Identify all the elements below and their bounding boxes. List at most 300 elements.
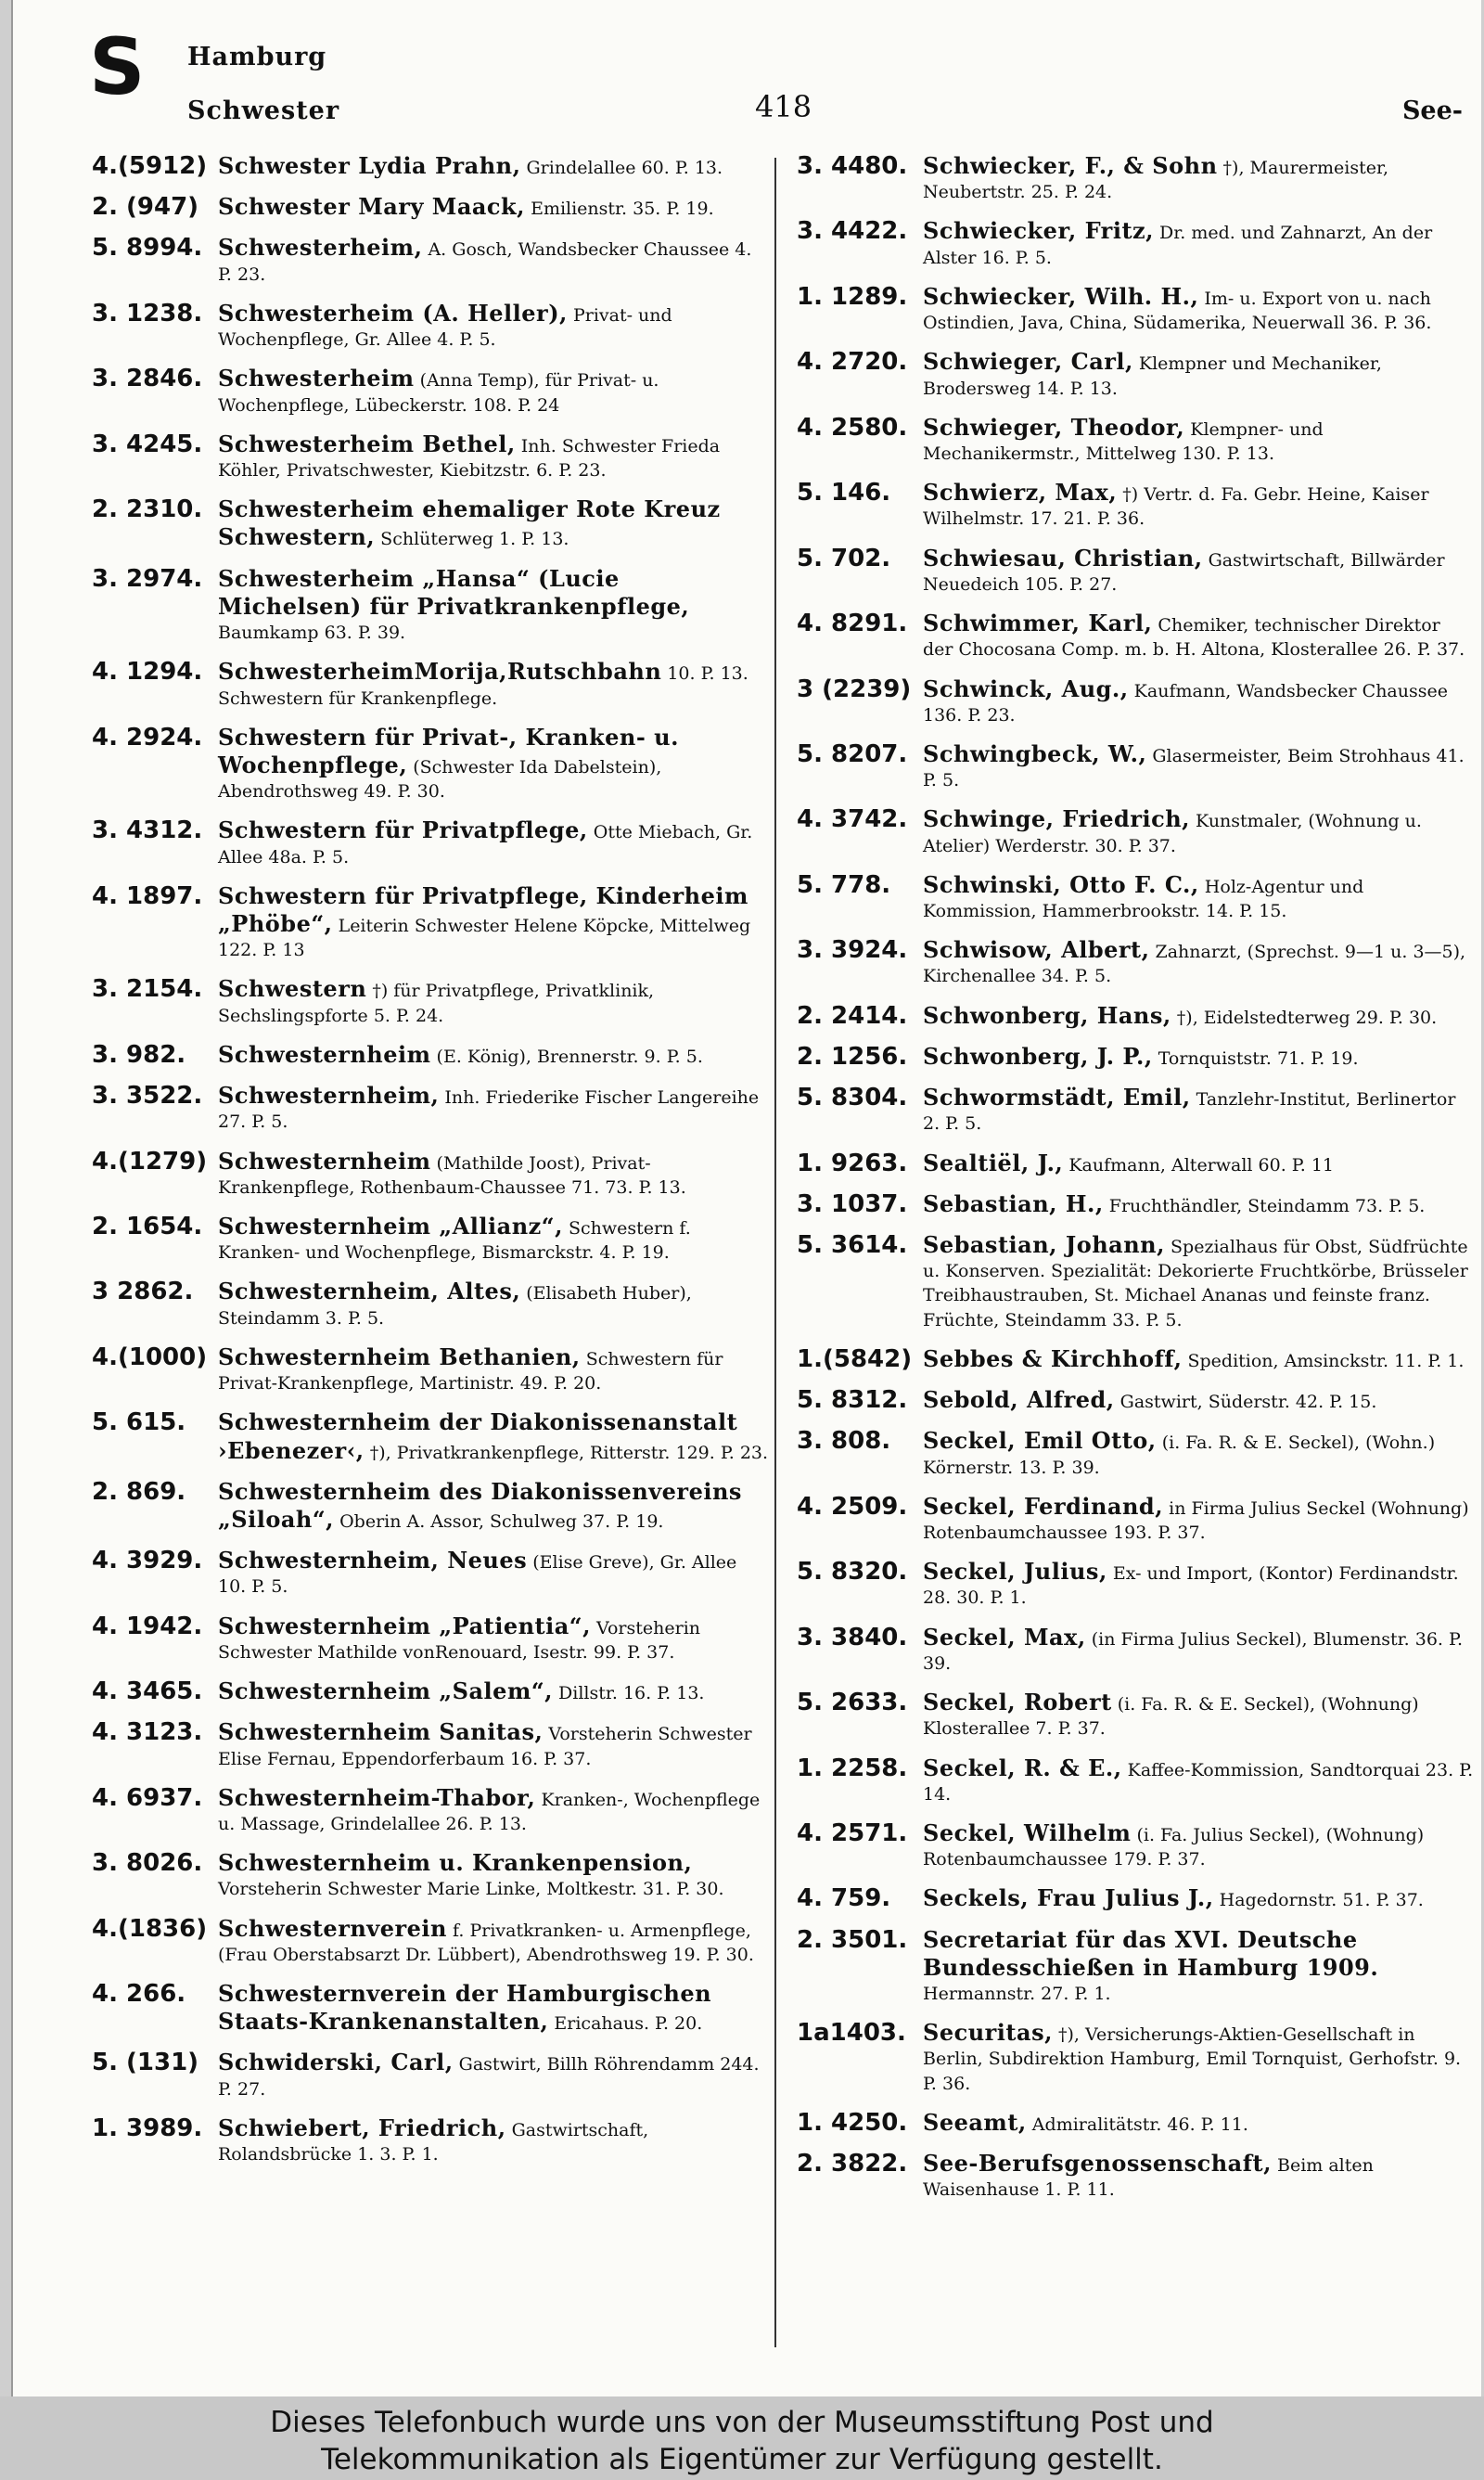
- phone-number: 4.(1279): [92, 1147, 208, 1176]
- phone-number: 3. 3522.: [92, 1082, 203, 1111]
- entry-text: [923, 1624, 1474, 1676]
- entry-name: Securitas,: [923, 2019, 1053, 2047]
- entry-text: [923, 414, 1474, 466]
- entry-name: Seckel, Emil Otto,: [923, 1427, 1157, 1455]
- running-head: Schwester: [187, 96, 340, 125]
- entry-details: (Elisabeth Huber), Steindamm 3. P. 5.: [218, 1283, 692, 1329]
- directory-entry: [92, 816, 769, 868]
- directory-entry: [92, 365, 769, 417]
- directory-entry: [92, 1278, 769, 1330]
- directory-entry: [797, 936, 1474, 988]
- directory-entry: [797, 414, 1474, 466]
- entry-details: Tanzlehr-Institut, Berlinertor 2. P. 5.: [923, 1089, 1456, 1135]
- entry-name: Schwester Lydia Prahn,: [218, 152, 521, 179]
- phone-number: 4. 2720.: [797, 348, 908, 377]
- directory-entry: [797, 1624, 1474, 1676]
- entry-details: Hermannstr. 27. P. 1.: [923, 1984, 1111, 2005]
- entry-text: [218, 1408, 769, 1464]
- entry-name: Schwesternverein der Hamburgischen Staats-Krankenanstalten,: [218, 1980, 712, 2036]
- directory-entry: [797, 1150, 1474, 1177]
- directory-entry: [797, 1926, 1474, 2007]
- entry-details: (Mathilde Joost), Privat-Krankenpflege, Rothenbaum-Chaussee 71. 73. P. 13.: [218, 1152, 686, 1198]
- directory-entry: [797, 1084, 1474, 1136]
- entry-name: Schwinski, Otto F. C.,: [923, 870, 1199, 898]
- entry-details: Inh. Schwester Frieda Köhler, Privatschwester, Kiebitzstr. 6. P. 23.: [218, 435, 721, 481]
- directory-entry: [92, 1915, 769, 1967]
- phone-number: 4. 2571.: [797, 1818, 908, 1847]
- directory-entry: [92, 495, 769, 551]
- entry-name: Seckel, Julius,: [923, 1558, 1107, 1586]
- phone-number: 4. 2924.: [92, 723, 203, 752]
- directory-entry: [92, 2114, 769, 2166]
- directory-entry: [92, 1849, 769, 1901]
- directory-entry: [797, 805, 1474, 857]
- directory-entry: [92, 1718, 769, 1770]
- directory-entry: [797, 283, 1474, 335]
- entry-name: Schwingbeck, W.,: [923, 739, 1147, 767]
- directory-entry: [797, 1002, 1474, 1030]
- phone-number: 3. 2846.: [92, 365, 203, 393]
- footer-line-2: Telekommunikation als Eigentümer zur Verfügung gestellt.: [321, 2443, 1163, 2477]
- entry-details: Grindelallee 60. P. 13.: [520, 158, 723, 178]
- entry-name: Schwinge, Friedrich,: [923, 805, 1190, 833]
- entry-text: [923, 936, 1474, 988]
- phone-number: 1a1403.: [797, 2019, 906, 2048]
- directory-entry: [797, 217, 1474, 269]
- column-divider: [774, 158, 776, 2347]
- entry-text: [923, 2019, 1474, 2096]
- phone-number: 3. 1037.: [797, 1189, 908, 1218]
- entry-name: Schwonberg, Hans,: [923, 1001, 1171, 1029]
- directory-entry: [797, 871, 1474, 923]
- entry-name: Sebastian, Johann,: [923, 1231, 1165, 1258]
- entry-text: [218, 1278, 769, 1330]
- phone-number: 3. 4312.: [92, 816, 203, 845]
- directory-entry: [92, 1213, 769, 1265]
- entry-details: Glasermeister, Beim Strohhaus 41. P. 5.: [923, 745, 1465, 791]
- entry-details: Dr. med. und Zahnarzt, An der Alster 16. P. 5.: [923, 223, 1433, 268]
- phone-number: 4. 2580.: [797, 413, 908, 442]
- entry-details: Gastwirt, Süderstr. 42. P. 15.: [1114, 1392, 1377, 1413]
- entry-name: Schwestern für Privat-, Kranken- u. Wochenpflege,: [218, 723, 679, 778]
- phone-number: 2. 3501.: [797, 1925, 908, 1954]
- phone-number: 1.(5842): [797, 1344, 913, 1373]
- directory-entry: [797, 1231, 1474, 1332]
- entry-details: Dillstr. 16. P. 13.: [553, 1683, 705, 1704]
- entry-details: Im- u. Export von u. nach Ostindien, Java, China, Südamerika, Neuerwall 36. P. 36.: [923, 288, 1432, 334]
- directory-entry: [797, 1689, 1474, 1741]
- entry-details: Spedition, Amsinckstr. 11. P. 1.: [1182, 1350, 1465, 1371]
- entry-text: [218, 882, 769, 963]
- entry-details: †) Vertr. d. Fa. Gebr. Heine, Kaiser Wilhelmstr. 17. 21. P. 36.: [923, 484, 1429, 530]
- phone-number: 3. 4245.: [92, 430, 203, 458]
- entry-text: [218, 1677, 769, 1705]
- directory-entry: [797, 1493, 1474, 1545]
- entry-text: [218, 1213, 769, 1265]
- entry-name: Schwiecker, F., & Sohn: [923, 152, 1218, 179]
- entry-text: [218, 365, 769, 417]
- phone-number: 3. 8026.: [92, 1849, 203, 1878]
- entry-text: [218, 1478, 769, 1534]
- phone-number: 2. 2414.: [797, 1001, 908, 1030]
- phone-number: 3. 808.: [797, 1427, 891, 1456]
- entry-name: Schwesterheim Bethel,: [218, 430, 516, 457]
- entry-name: Sebold, Alfred,: [923, 1386, 1115, 1414]
- phone-number: 5. 8320.: [797, 1558, 908, 1587]
- phone-number: 4.(5912): [92, 152, 208, 180]
- entry-details: Ericahaus. P. 20.: [548, 2013, 703, 2035]
- entry-text: [218, 1041, 769, 1069]
- directory-entry: [797, 152, 1474, 204]
- entry-name: Seckels, Frau Julius J.,: [923, 1884, 1214, 1912]
- entry-name: Schwesternheim u. Krankenpension,: [218, 1849, 693, 1877]
- phone-number: 3. 3924.: [797, 936, 908, 965]
- entry-text: [218, 234, 769, 286]
- directory-page: [11, 0, 1481, 2396]
- entry-text: [923, 1427, 1474, 1479]
- phone-number: 4. 8291.: [797, 610, 908, 638]
- entry-name: Schwesternheim-Thabor,: [218, 1783, 536, 1811]
- entry-name: Schwiesau, Christian,: [923, 544, 1203, 572]
- entry-name: Schwonberg, J. P.,: [923, 1042, 1153, 1070]
- entry-details: Chemiker, technischer Direktor der Chocosana Comp. m. b. H. Altona, Klosterallee 26. P. 37.: [923, 615, 1465, 661]
- entry-details: 10. P. 13. Schwestern für Krankenpflege.: [218, 663, 748, 709]
- directory-entry: [92, 300, 769, 352]
- entry-text: [218, 1915, 769, 1967]
- entry-text: [923, 1190, 1474, 1218]
- directory-entry: [797, 348, 1474, 400]
- directory-entry: [92, 1677, 769, 1705]
- entry-text: [218, 658, 769, 710]
- entry-text: [923, 1386, 1474, 1414]
- entry-details: Otte Miebach, Gr. Allee 48a. P. 5.: [218, 822, 753, 867]
- entry-name: Seckel, Robert: [923, 1689, 1112, 1716]
- entry-details: Emilienstr. 35. P. 19.: [525, 199, 714, 220]
- phone-number: 4. 1294.: [92, 658, 203, 687]
- phone-number: 3. 982.: [92, 1040, 186, 1069]
- entry-name: Schwesternheim „Allianz“,: [218, 1213, 563, 1240]
- left-column: [92, 152, 769, 2179]
- entry-name: Schwesterheim: [218, 365, 415, 392]
- right-column: [797, 152, 1474, 2216]
- directory-entry: [92, 1343, 769, 1395]
- entry-text: [923, 1493, 1474, 1545]
- entry-details: (in Firma Julius Seckel), Blumenstr. 36. P. 39.: [923, 1628, 1463, 1674]
- directory-entry: [797, 740, 1474, 792]
- entry-name: Schwormstädt, Emil,: [923, 1084, 1191, 1112]
- phone-number: 3. 1238.: [92, 299, 203, 328]
- directory-entry: [797, 2019, 1474, 2096]
- entry-text: [218, 152, 769, 180]
- directory-entry: [797, 2150, 1474, 2202]
- phone-number: 2. 2310.: [92, 495, 203, 524]
- directory-entry: [797, 1884, 1474, 1912]
- entry-text: [218, 1849, 769, 1901]
- entry-details: †), Eidelstedterweg 29. P. 30.: [1171, 1007, 1438, 1028]
- entry-text: [923, 1819, 1474, 1871]
- phone-number: 5. (131): [92, 2049, 199, 2077]
- entry-details: Vorsteherin Schwester Mathilde vonRenouard, Isestr. 99. P. 37.: [218, 1617, 701, 1663]
- entry-details: Schwestern für Privat-Krankenpflege, Martinistr. 49. P. 20.: [218, 1348, 723, 1394]
- phone-number: 5. 2633.: [797, 1689, 908, 1717]
- entry-name: Schwesternverein: [218, 1914, 447, 1942]
- entry-details: Schwestern f. Kranken- und Wochenpflege, Bismarckstr. 4. P. 19.: [218, 1218, 691, 1264]
- entry-details: Admiralitätstr. 46. P. 11.: [1026, 2114, 1248, 2135]
- entry-name: Schwiebert, Friedrich,: [218, 2114, 506, 2141]
- entry-details: †), Privatkrankenpflege, Ritterstr. 129. P. 23.: [364, 1442, 769, 1463]
- phone-number: 4. 6937.: [92, 1783, 203, 1812]
- entry-details: Gastwirt, Billh Röhrendamm 244. P. 27.: [218, 2054, 760, 2100]
- phone-number: 1. 4250.: [797, 2108, 908, 2137]
- entry-details: Ex- und Import, (Kontor) Ferdinandstr. 28. 30. P. 1.: [923, 1563, 1459, 1609]
- directory-entry: [92, 430, 769, 482]
- directory-entry: [797, 545, 1474, 597]
- entry-details: in Firma Julius Seckel (Wohnung) Rotenbaumchaussee 193. P. 37.: [923, 1497, 1469, 1543]
- entry-name: Schwesternheim: [218, 1040, 431, 1068]
- entry-name: Schwester Mary Maack,: [218, 193, 526, 221]
- entry-text: [923, 217, 1474, 269]
- directory-entry: [92, 658, 769, 710]
- entry-text: [218, 1980, 769, 2036]
- entry-name: Schwesternheim „Patientia“,: [218, 1612, 591, 1639]
- entry-text: [218, 816, 769, 868]
- phone-number: 4. 759.: [797, 1884, 891, 1913]
- entry-details: Fruchthändler, Steindamm 73. P. 5.: [1103, 1195, 1426, 1216]
- entry-name: Secretariat für das XVI. Deutsche Bundesschießen in Hamburg 1909.: [923, 1925, 1379, 1981]
- entry-text: [923, 1689, 1474, 1741]
- entry-name: Schwesternheim „Salem“,: [218, 1677, 553, 1705]
- directory-entry: [92, 1613, 769, 1664]
- phone-number: 5. 778.: [797, 870, 891, 899]
- entry-name: Schwesternheim der Diakonissenanstalt ›Ebenezer‹,: [218, 1408, 738, 1464]
- entry-name: Seckel, Max,: [923, 1623, 1086, 1651]
- directory-entry: [797, 1819, 1474, 1871]
- entry-name: Schwimmer, Karl,: [923, 610, 1153, 637]
- page-header: [13, 0, 1481, 148]
- phone-number: 4. 3123.: [92, 1718, 203, 1747]
- entry-name: Sebastian, H.,: [923, 1189, 1104, 1217]
- entry-text: [218, 1784, 769, 1836]
- entry-details: Gastwirtschaft, Billwärder Neuedeich 105. P. 27.: [923, 549, 1445, 595]
- entry-details: Hagedornstr. 51. P. 37.: [1213, 1890, 1424, 1911]
- entry-name: Seeamt,: [923, 2108, 1027, 2136]
- phone-number: 4. 3465.: [92, 1677, 203, 1706]
- phone-number: 5. 702.: [797, 544, 891, 572]
- phone-number: 4.(1836): [92, 1914, 208, 1943]
- entry-text: [923, 1754, 1474, 1806]
- entry-details: (Anna Temp), für Privat- u. Wochenpflege, Lübeckerstr. 108. P. 24: [218, 370, 659, 416]
- entry-name: Schwiderski, Carl,: [218, 2049, 454, 2076]
- entry-text: [923, 348, 1474, 400]
- entry-details: †) für Privatpflege, Privatklinik, Sechslingspforte 5. P. 24.: [218, 981, 655, 1026]
- entry-text: [218, 565, 769, 646]
- footer-line-1: Dieses Telefonbuch wurde uns von der Museumsstiftung Post und: [270, 2406, 1214, 2439]
- entry-details: Holz-Agentur und Kommission, Hammerbrookstr. 14. P. 15.: [923, 876, 1364, 922]
- phone-number: 5. 8304.: [797, 1084, 908, 1112]
- entry-details: (i. Fa. Julius Seckel), (Wohnung) Rotenbaumchaussee 179. P. 37.: [923, 1824, 1425, 1870]
- entry-name: Schwesternheim des Diakonissenvereins „Siloah“,: [218, 1477, 742, 1533]
- entry-text: [218, 1718, 769, 1770]
- entry-name: SchwesterheimMorija,Rutschbahn: [218, 658, 662, 686]
- entry-name: Seckel, Wilhelm: [923, 1818, 1132, 1846]
- entry-text: [923, 1150, 1474, 1177]
- directory-entry: [92, 1547, 769, 1599]
- guide-word: See-: [1401, 96, 1463, 125]
- entry-name: Sebbes & Kirchhoff,: [923, 1344, 1183, 1372]
- entry-text: [218, 300, 769, 352]
- directory-entry: [92, 565, 769, 646]
- entry-details: f. Privatkranken- u. Armenpflege, (Frau Oberstabsarzt Dr. Lübbert), Abendrothsweg 19. P. 30.: [218, 1920, 754, 1965]
- entry-text: [923, 740, 1474, 792]
- directory-entry: [92, 234, 769, 286]
- directory-entry: [797, 1043, 1474, 1071]
- entry-name: Schwesterheim (A. Heller),: [218, 299, 568, 327]
- entry-name: Schwiecker, Fritz,: [923, 217, 1155, 245]
- entry-name: Schwesternheim Sanitas,: [218, 1718, 544, 1746]
- entry-text: [923, 1231, 1474, 1332]
- entry-text: [923, 675, 1474, 727]
- directory-entry: [797, 1386, 1474, 1414]
- phone-number: 5. 8207.: [797, 739, 908, 768]
- entry-name: Schwieger, Carl,: [923, 348, 1133, 376]
- directory-entry: [797, 1558, 1474, 1610]
- entry-text: [923, 1558, 1474, 1610]
- entry-text: [923, 1926, 1474, 2007]
- entry-details: Privat- und Wochenpflege, Gr. Allee 4. P. 5.: [218, 304, 672, 351]
- entry-text: [218, 1343, 769, 1395]
- directory-entry: [797, 479, 1474, 531]
- entry-details: (Elise Greve), Gr. Allee 10. P. 5.: [218, 1552, 737, 1598]
- directory-entry: [92, 1041, 769, 1069]
- entry-text: [923, 1084, 1474, 1136]
- directory-entry: [92, 1408, 769, 1464]
- entry-text: [923, 545, 1474, 597]
- directory-entry: [92, 1148, 769, 1200]
- entry-name: Seckel, Ferdinand,: [923, 1492, 1164, 1520]
- entry-details: Inh. Friederike Fischer Langereihe 27. P. 5.: [218, 1087, 760, 1133]
- entry-details: Kaffee-Kommission, Sandtorquai 23. P. 14.: [923, 1759, 1474, 1805]
- phone-number: 4.(1000): [92, 1343, 208, 1371]
- entry-name: Schwesterheim „Hansa“ (Lucie Michelsen) für Privatkrankenpflege,: [218, 564, 690, 620]
- phone-number: 3. 4480.: [797, 152, 908, 180]
- phone-number: 3. 2154.: [92, 975, 203, 1004]
- directory-entry: [92, 1082, 769, 1134]
- entry-details: Vorsteherin Schwester Marie Linke, Moltkestr. 31. P. 30.: [218, 1879, 724, 1900]
- entry-details: Kunstmaler, (Wohnung u. Atelier) Werderstr. 30. P. 37.: [923, 811, 1422, 856]
- entry-details: Kaufmann, Alterwall 60. P. 11: [1063, 1154, 1334, 1176]
- phone-number: 2. 1256.: [797, 1042, 908, 1071]
- phone-number: 4. 266.: [92, 1980, 186, 2009]
- entry-details: (i. Fa. R. & E. Seckel), (Wohnung) Klosterallee 7. P. 37.: [923, 1694, 1419, 1740]
- entry-details: Leiterin Schwester Helene Köpcke, Mittelweg 122. P. 13: [218, 916, 751, 961]
- entry-text: [923, 2109, 1474, 2137]
- entry-details: Vorsteherin Schwester Elise Fernau, Eppendorferbaum 16. P. 37.: [218, 1724, 752, 1769]
- phone-number: 5. 8312.: [797, 1386, 908, 1415]
- phone-number: 5. 8994.: [92, 234, 203, 263]
- entry-text: [218, 2114, 769, 2166]
- directory-entry: [92, 193, 769, 221]
- phone-number: 1. 9263.: [797, 1149, 908, 1177]
- entry-text: [923, 1043, 1474, 1071]
- entry-text: [218, 1613, 769, 1664]
- phone-number: 4. 3742.: [797, 805, 908, 834]
- directory-entry: [797, 1427, 1474, 1479]
- phone-number: 3 2862.: [92, 1278, 194, 1306]
- entry-text: [923, 1345, 1474, 1373]
- entry-name: Schwestern für Privatpflege, Kinderheim „Phöbe“,: [218, 881, 748, 938]
- city-heading: Hamburg: [187, 43, 327, 71]
- entry-text: [218, 724, 769, 804]
- phone-number: 2. (947): [92, 193, 199, 222]
- entry-name: Schwisow, Albert,: [923, 936, 1150, 964]
- directory-entry: [92, 2049, 769, 2101]
- directory-entry: [92, 724, 769, 804]
- entry-details: Oberin A. Assor, Schulweg 37. P. 19.: [334, 1510, 664, 1532]
- entry-name: Schwinck, Aug.,: [923, 675, 1129, 702]
- entry-text: [218, 193, 769, 221]
- entry-name: Schwieger, Theodor,: [923, 413, 1185, 441]
- entry-text: [218, 1148, 769, 1200]
- phone-number: 1. 2258.: [797, 1754, 908, 1782]
- phone-number: 5. 615.: [92, 1408, 186, 1437]
- entry-text: [218, 1547, 769, 1599]
- directory-entry: [92, 975, 769, 1027]
- phone-number: 4. 3929.: [92, 1547, 203, 1575]
- entry-details: A. Gosch, Wandsbecker Chaussee 4. P. 23.: [218, 239, 752, 285]
- entry-details: (E. König), Brennerstr. 9. P. 5.: [430, 1046, 703, 1067]
- phone-number: 2. 869.: [92, 1477, 186, 1506]
- phone-number: 2. 1654.: [92, 1213, 203, 1240]
- entry-name: Schwesternheim, Neues: [218, 1547, 528, 1574]
- directory-entry: [92, 1784, 769, 1836]
- phone-number: 4. 1897.: [92, 881, 203, 910]
- directory-entry: [92, 152, 769, 180]
- entry-name: Schwesterheim ehemaliger Rote Kreuz Schwestern,: [218, 495, 721, 551]
- entry-details: (Schwester Ida Dabelstein), Abendrothsweg 49. P. 30.: [218, 756, 662, 803]
- entry-details: Tornquiststr. 71. P. 19.: [1152, 1047, 1359, 1069]
- entry-name: Schwestern für Privatpflege,: [218, 816, 588, 844]
- directory-entry: [92, 1478, 769, 1534]
- entry-text: [923, 283, 1474, 335]
- entry-details: Zahnarzt, (Sprechst. 9—1 u. 3—5), Kirchenallee 34. P. 5.: [923, 942, 1466, 987]
- entry-name: Schwierz, Max,: [923, 479, 1118, 507]
- entry-name: Schwesternheim Bethanien,: [218, 1343, 581, 1370]
- entry-details: Gastwirtschaft, Rolandsbrücke 1. 3. P. 1.: [218, 2119, 649, 2165]
- page-footer: [0, 2396, 1484, 2480]
- entry-details: Kaufmann, Wandsbecker Chaussee 136. P. 23.: [923, 680, 1448, 726]
- entry-details: Schlüterweg 1. P. 13.: [375, 529, 569, 550]
- entry-details: Spezialhaus für Obst, Südfrüchte u. Konserven. Spezialität: Dekorierte Fruchtkörbe, Brüsseler Treibhaustrauben, St. Michael Ananas und feinste franz. Früchte, Steindamm 33. P. 5.: [923, 1237, 1468, 1330]
- phone-number: 1. 1289.: [797, 282, 908, 311]
- entry-text: [923, 152, 1474, 204]
- entry-name: Schwiecker, Wilh. H.,: [923, 282, 1199, 310]
- directory-entry: [797, 2109, 1474, 2137]
- entry-text: [923, 610, 1474, 662]
- entry-name: Schwesterheim,: [218, 234, 423, 262]
- entry-text: [218, 975, 769, 1027]
- entry-name: Schwesternheim,: [218, 1082, 440, 1110]
- phone-number: 2. 3822.: [797, 2150, 908, 2178]
- phone-number: 3. 2974.: [92, 564, 203, 593]
- directory-entry: [797, 610, 1474, 662]
- entry-name: Schwestern: [218, 975, 367, 1003]
- phone-number: 5. 3614.: [797, 1231, 908, 1259]
- page-number: 418: [755, 89, 812, 124]
- entry-details: Beim alten Waisenhause 1. P. 11.: [923, 2155, 1374, 2201]
- entry-details: Kranken-, Wochenpflege u. Massage, Grindelallee 26. P. 13.: [218, 1789, 761, 1834]
- entry-details: Klempner und Mechaniker, Brodersweg 14. P. 13.: [923, 353, 1382, 399]
- entry-text: [923, 1884, 1474, 1912]
